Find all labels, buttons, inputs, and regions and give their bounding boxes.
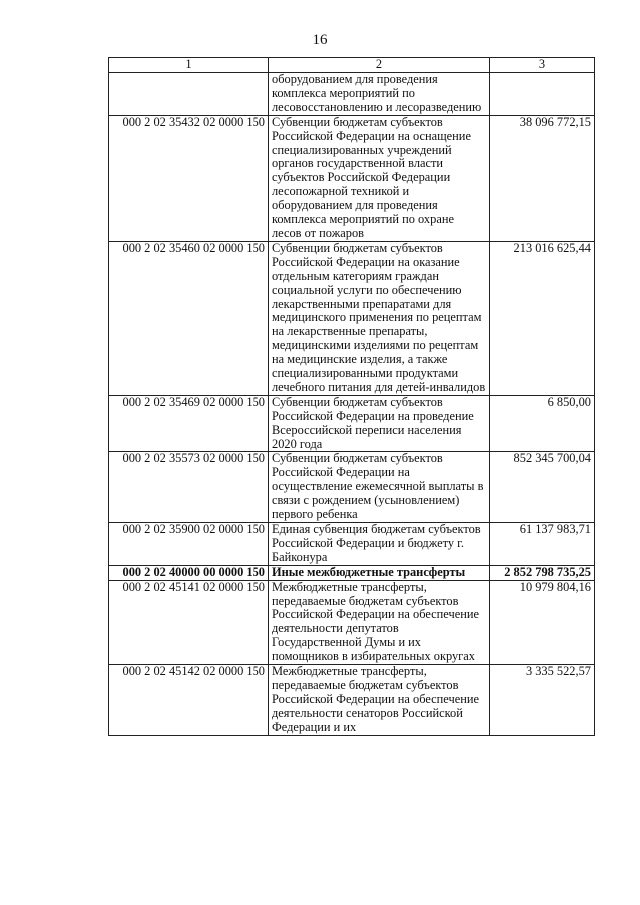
description-cell: Субвенции бюджетам субъектов Российской Федерации на осуществление ежемесячной выплаты в связи с рождением (усыновлением) первого ребенка [269, 452, 490, 523]
budget-code-cell [109, 73, 269, 116]
description-cell: Субвенции бюджетам субъектов Российской Федерации на оказание отдельным категориям граждан социальной услуги по обеспечению лекарственными препаратами для медицинского применения по рецептам на лекарственные препараты, медицинскими изделиями по рецептам на медицинские изделия, а также специализированными продуктами лечебного питания для детей-инвалидов [269, 241, 490, 395]
header-col-3: 3 [490, 58, 595, 73]
table-row [109, 580, 595, 664]
table-row [109, 241, 595, 395]
amount-cell [490, 73, 595, 116]
amount-cell: 213 016 625,44 [490, 241, 595, 395]
description-cell: Субвенции бюджетам субъектов Российской Федерации на проведение Всероссийской переписи населения 2020 года [269, 395, 490, 452]
table-row [109, 452, 595, 523]
amount-cell: 3 335 522,57 [490, 665, 595, 736]
amount-cell: 38 096 772,15 [490, 115, 595, 241]
table-row [109, 665, 595, 736]
budget-code-cell: 000 2 02 35460 02 0000 150 [109, 241, 269, 395]
amount-cell: 2 852 798 735,25 [490, 565, 595, 580]
table-row [109, 73, 595, 116]
description-cell: Межбюджетные трансферты, передаваемые бюджетам субъектов Российской Федерации на обеспечение деятельности депутатов Государственной Думы и их помощников в избирательных округах [269, 580, 490, 664]
description-cell: Единая субвенция бюджетам субъектов Российской Федерации и бюджету г. Байконура [269, 523, 490, 566]
table-header-row [109, 58, 595, 73]
budget-code-cell: 000 2 02 35469 02 0000 150 [109, 395, 269, 452]
table-row [109, 395, 595, 452]
description-cell: Субвенции бюджетам субъектов Российской Федерации на оснащение специализированных учреждений органов государственной власти субъектов Российской Федерации лесопожарной техникой и оборудованием для проведения комплекса мероприятий по охране лесов от пожаров [269, 115, 490, 241]
description-cell: Межбюджетные трансферты, передаваемые бюджетам субъектов Российской Федерации на обеспечение деятельности сенаторов Российской Федерации и их [269, 665, 490, 736]
amount-cell: 6 850,00 [490, 395, 595, 452]
budget-code-cell: 000 2 02 35573 02 0000 150 [109, 452, 269, 523]
amount-cell: 61 137 983,71 [490, 523, 595, 566]
description-cell: оборудованием для проведения комплекса мероприятий по лесовосстановлению и лесоразведению [269, 73, 490, 116]
budget-code-cell: 000 2 02 35900 02 0000 150 [109, 523, 269, 566]
budget-code-cell: 000 2 02 40000 00 0000 150 [109, 565, 269, 580]
table-body [109, 58, 595, 736]
budget-code-cell: 000 2 02 35432 02 0000 150 [109, 115, 269, 241]
amount-cell: 852 345 700,04 [490, 452, 595, 523]
table-row [109, 565, 595, 580]
table-row [109, 523, 595, 566]
description-cell: Иные межбюджетные трансферты [269, 565, 490, 580]
budget-code-cell: 000 2 02 45141 02 0000 150 [109, 580, 269, 664]
amount-cell: 10 979 804,16 [490, 580, 595, 664]
budget-code-cell: 000 2 02 45142 02 0000 150 [109, 665, 269, 736]
header-col-1: 1 [109, 58, 269, 73]
budget-table [108, 57, 595, 736]
header-col-2: 2 [269, 58, 490, 73]
page-number: 16 [312, 32, 328, 48]
table-row [109, 115, 595, 241]
